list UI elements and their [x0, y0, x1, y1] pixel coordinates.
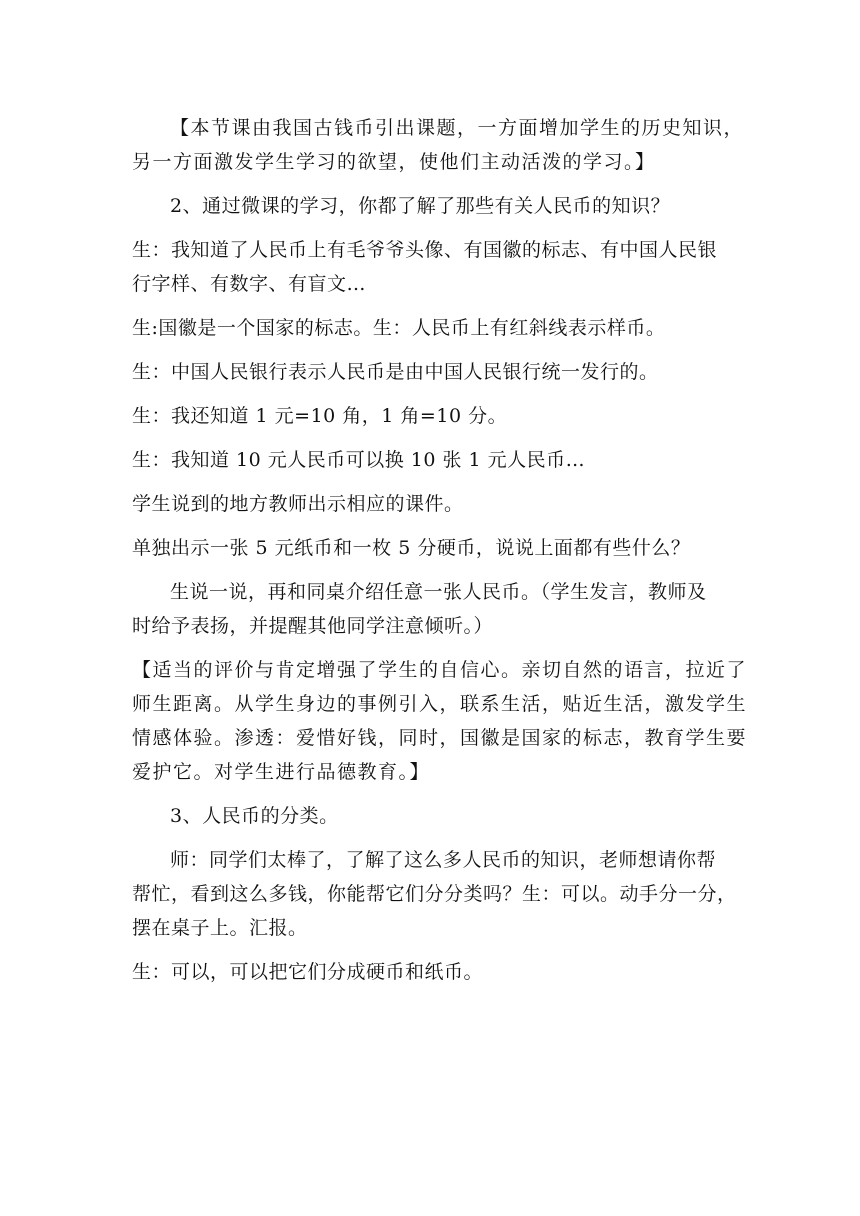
- text-line: 学生说到的地方教师出示相应的课件。: [132, 493, 464, 515]
- text-line: 生：可以，可以把它们分成硬币和纸币。: [132, 961, 484, 983]
- paragraph-gap: [132, 345, 732, 355]
- paragraph: [132, 843, 737, 945]
- text-line: 【适当的评价与肯定增强了学生的自信心。亲切自然的语言，拉近了: [132, 659, 748, 681]
- text-line: 生：我知道了人民币上有毛爷爷头像、有国徽的标志、有中国人民银: [132, 239, 718, 261]
- paragraph-gap: [132, 223, 732, 233]
- text-line: 师：同学们太棒了，了解了这么多人民币的知识，老师想请你帮: [170, 849, 717, 871]
- paragraph: [132, 487, 732, 521]
- paragraph: [132, 799, 732, 833]
- text-line: 生：我还知道 1 元=10 角，1 角=10 分。: [132, 405, 508, 427]
- paragraph-gap: [132, 521, 732, 531]
- paragraph-gap: [132, 833, 732, 843]
- text-line: 生:国徽是一个国家的标志。生：人民币上有红斜线表示样币。: [132, 317, 666, 339]
- paragraph-gap: [132, 301, 732, 311]
- document-body: [132, 111, 748, 989]
- paragraph: [132, 399, 732, 433]
- paragraph: [132, 311, 732, 345]
- text-line: 爱护它。对学生进行品德教育。】: [132, 761, 431, 783]
- text-line: 情感体验。渗透：爱惜好钱，同时，国徽是国家的标志，教育学生要: [132, 727, 748, 749]
- paragraph-gap: [132, 477, 732, 487]
- text-line: 行字样、有数字、有盲文…: [132, 273, 367, 295]
- text-line: 单独出示一张 5 元纸币和一枚 5 分硬币，说说上面都有些什么？: [132, 537, 691, 559]
- text-line: 2、通过微课的学习，你都了解了那些有关人民币的知识？: [170, 195, 671, 217]
- paragraph: [132, 955, 732, 989]
- paragraph-gap: [132, 643, 732, 653]
- paragraph-gap: [132, 179, 732, 189]
- paragraph-gap: [132, 789, 732, 799]
- paragraph: [132, 575, 732, 643]
- text-line: 另一方面激发学生学习的欲望，使他们主动活泼的学习。】: [132, 151, 656, 173]
- paragraph-gap: [132, 565, 732, 575]
- text-line: 生：中国人民银行表示人民币是由中国人民银行统一发行的。: [132, 361, 659, 383]
- paragraph: [132, 355, 732, 389]
- text-line: 【本节课由我国古钱币引出课题，一方面增加学生的历史知识，: [170, 117, 745, 139]
- paragraph: [132, 233, 732, 301]
- paragraph: [132, 443, 732, 477]
- text-line: 时给予表扬，并提醒其他同学注意倾听。）: [132, 615, 494, 637]
- text-line: 3、人民币的分类。: [170, 805, 339, 827]
- paragraph-gap: [132, 945, 732, 955]
- paragraph-gap: [132, 433, 732, 443]
- text-line: 摆在桌子上。汇报。: [132, 917, 308, 939]
- paragraph: [132, 189, 732, 223]
- paragraph: [132, 531, 732, 565]
- comment-paragraph: [132, 111, 745, 179]
- comment-paragraph: [132, 653, 748, 789]
- text-line: 师生距离。从学生身边的事例引入，联系生活，贴近生活，激发学生: [132, 693, 748, 715]
- text-line: 生说一说，再和同桌介绍任意一张人民币。（学生发言，教师及: [170, 581, 707, 603]
- paragraph-gap: [132, 389, 732, 399]
- text-line: 帮忙，看到这么多钱，你能帮它们分分类吗？生：可以。动手分一分，: [132, 883, 737, 905]
- text-line: 生：我知道 10 元人民币可以换 10 张 1 元人民币…: [132, 449, 586, 471]
